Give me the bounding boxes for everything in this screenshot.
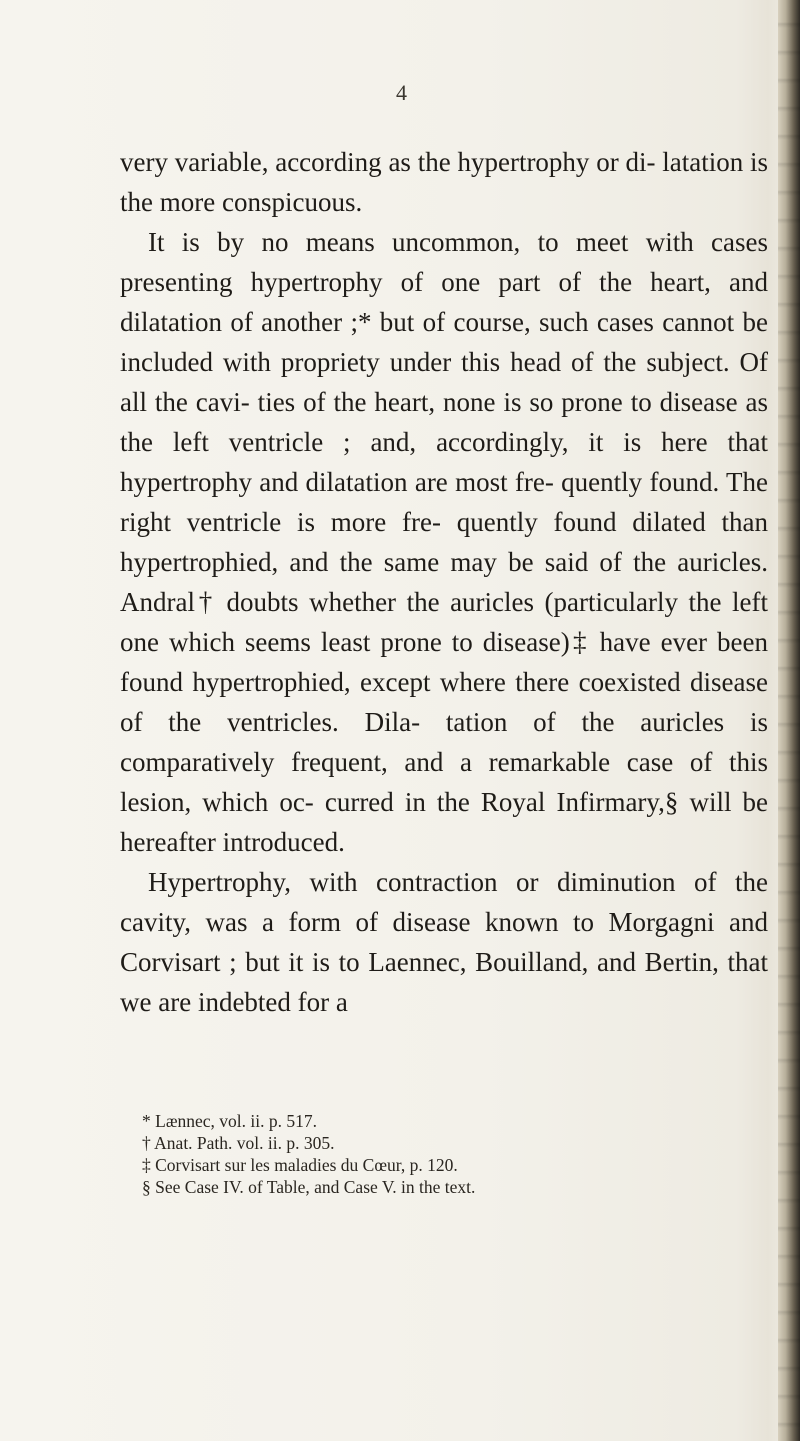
footnote: * Lænnec, vol. ii. p. 517. xyxy=(142,1111,317,1131)
paragraph: Hypertrophy, with contraction or diminution of the cavity, was a form of disease known to Morgagni and Corvisart ; but it is to Laennec, Bouilland, and Bertin, that we are indebted for a xyxy=(120,867,768,1017)
footnote: † Anat. Path. vol. ii. p. 305. xyxy=(142,1133,335,1153)
footnotes xyxy=(142,1110,762,1198)
paragraph: It is by no means uncommon, to meet with cases presenting hypertrophy of one part of the heart, and dilatation of another ;* but of course, such cases cannot be included with propriety under this head of the subject. Of all the cavi- ties of the heart, none is so prone to disease as the left ventricle ; and, accordingly, it is here that hypertrophy and dilatation are most fre- quently found. The right ventricle is more fre- quently found dilated than hypertrophied, and the same may be said of the auricles. Andral† doubts whether the auricles (particularly the left one which seems least prone to disease)‡ have ever been found hypertrophied, except where there coexisted disease of the ventricles. Dila- tation of the auricles is comparatively frequent, and a remarkable case of this lesion, which oc- curred in the Royal Infirmary,§ will be hereafter introduced. xyxy=(120,227,768,857)
footnote: ‡ Corvisart sur les maladies du Cœur, p. 120. xyxy=(142,1155,458,1175)
page-number: 4 xyxy=(396,80,407,105)
footnote: § See Case IV. of Table, and Case V. in the text. xyxy=(142,1177,476,1197)
paragraph: very variable, according as the hypertrophy or di- latation is the more conspicuous. xyxy=(120,147,768,217)
body-text xyxy=(120,142,768,1022)
page-edge xyxy=(778,0,800,1441)
